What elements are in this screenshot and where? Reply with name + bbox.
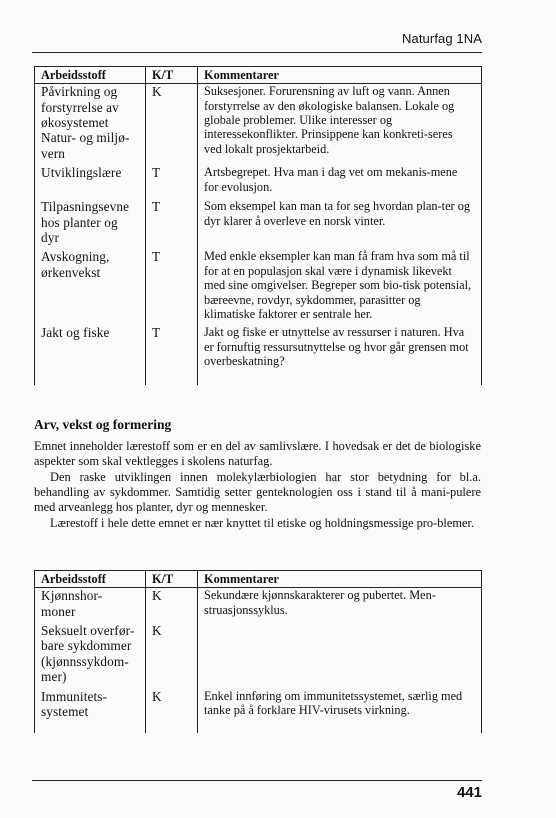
column-header-kt: K/T: [146, 571, 198, 588]
table-row: [35, 325, 482, 384]
column-header-comments: Kommentarer: [198, 571, 482, 588]
topic-cell: Tilpasningsevne hos planter og dyr: [35, 199, 146, 249]
kt-cell: K: [146, 588, 198, 623]
topic-cell: Seksuelt overfør-bare sykdommer (kjønnssykdom-mer): [35, 623, 146, 689]
comment-cell: [198, 623, 482, 689]
kt-cell: K: [146, 623, 198, 689]
comment-cell: Jakt og fiske er utnyttelse av ressurser i naturen. Hva er fornuftig ressursutnyttelse og hvor går grensen mot overbeskatning?: [198, 325, 482, 384]
topic-cell: Immunitets-systemet: [35, 689, 146, 734]
kt-cell: T: [146, 249, 198, 325]
kt-cell: T: [146, 199, 198, 249]
comment-cell: Med enkle eksempler kan man få fram hva som må til for at en populasjon skal være i dynamisk likevekt med sine omgivelser. Begreper som bio-tisk potensial, bæreevne, rovdyr, sykdommer, parasitter og klimatiske faktorer er sentrale her.: [198, 249, 482, 325]
topic-cell: Avskogning, ørkenvekst: [35, 249, 146, 325]
comment-cell: Som eksempel kan man ta for seg hvordan plan-ter og dyr klarer å overleve en norsk vinter.: [198, 199, 482, 249]
body-paragraph: Den raske utviklingen innen molekylærbiologien har stor betydning for bl.a. behandling av sykdommer. Samtidig setter genteknologien oss i stand til å mani-pulere med arveanlegg hos planter, dyr og mennesker.: [34, 470, 481, 515]
table-row: [35, 588, 482, 623]
curriculum-table-1: [34, 66, 482, 385]
kt-cell: T: [146, 165, 198, 199]
table-header-row: [35, 571, 482, 588]
table-row: [35, 689, 482, 734]
kt-cell: K: [146, 689, 198, 734]
header-rule: [32, 52, 482, 53]
curriculum-table-2: [34, 570, 482, 733]
running-header: Naturfag 1NA: [402, 31, 482, 46]
kt-cell: K: [146, 84, 198, 166]
table-row: [35, 199, 482, 249]
table-row: [35, 84, 482, 166]
comment-cell: Sekundære kjønnskarakterer og pubertet. Men-struasjonssyklus.: [198, 588, 482, 623]
column-header-topic: Arbeidsstoff: [35, 67, 146, 84]
table-row: [35, 249, 482, 325]
column-header-topic: Arbeidsstoff: [35, 571, 146, 588]
body-paragraph: Emnet inneholder lærestoff som er en del av samlivslære. I hovedsak er det de biologiske aspekter som skal vektlegges i skolens naturfag.: [34, 439, 481, 469]
table-header-row: [35, 67, 482, 84]
topic-cell: Kjønnshor-moner: [35, 588, 146, 623]
kt-cell: T: [146, 325, 198, 384]
page-number: 441: [456, 784, 482, 801]
topic-cell: Jakt og fiske: [35, 325, 146, 384]
table-row: [35, 623, 482, 689]
column-header-kt: K/T: [146, 67, 198, 84]
body-paragraph: Lærestoff i hele dette emnet er nær knyttet til etiske og holdningsmessige pro-blemer.: [50, 516, 475, 530]
comment-cell: Artsbegrepet. Hva man i dag vet om mekanis-mene for evolusjon.: [198, 165, 482, 199]
comment-cell: Enkel innføring om immunitetssystemet, særlig med tanke på å forklare HIV-virusets virkning.: [198, 689, 482, 734]
comment-cell: Suksesjoner. Forurensning av luft og vann. Annen forstyrrelse av den økologiske balansen. Lokale og globale problemer. Ulike interesser og interessekonflikter. Prinsippene kan konkreti-seres ved lokalt prosjektarbeid.: [198, 84, 482, 166]
column-header-comments: Kommentarer: [198, 67, 482, 84]
table-row: [35, 165, 482, 199]
section-heading: Arv, vekst og formering: [34, 417, 172, 432]
footer-rule: [32, 780, 482, 781]
topic-cell: Utviklingslære: [35, 165, 146, 199]
topic-cell: Påvirkning og forstyrrelse av økosystemet Natur- og miljø-vern: [35, 84, 146, 166]
